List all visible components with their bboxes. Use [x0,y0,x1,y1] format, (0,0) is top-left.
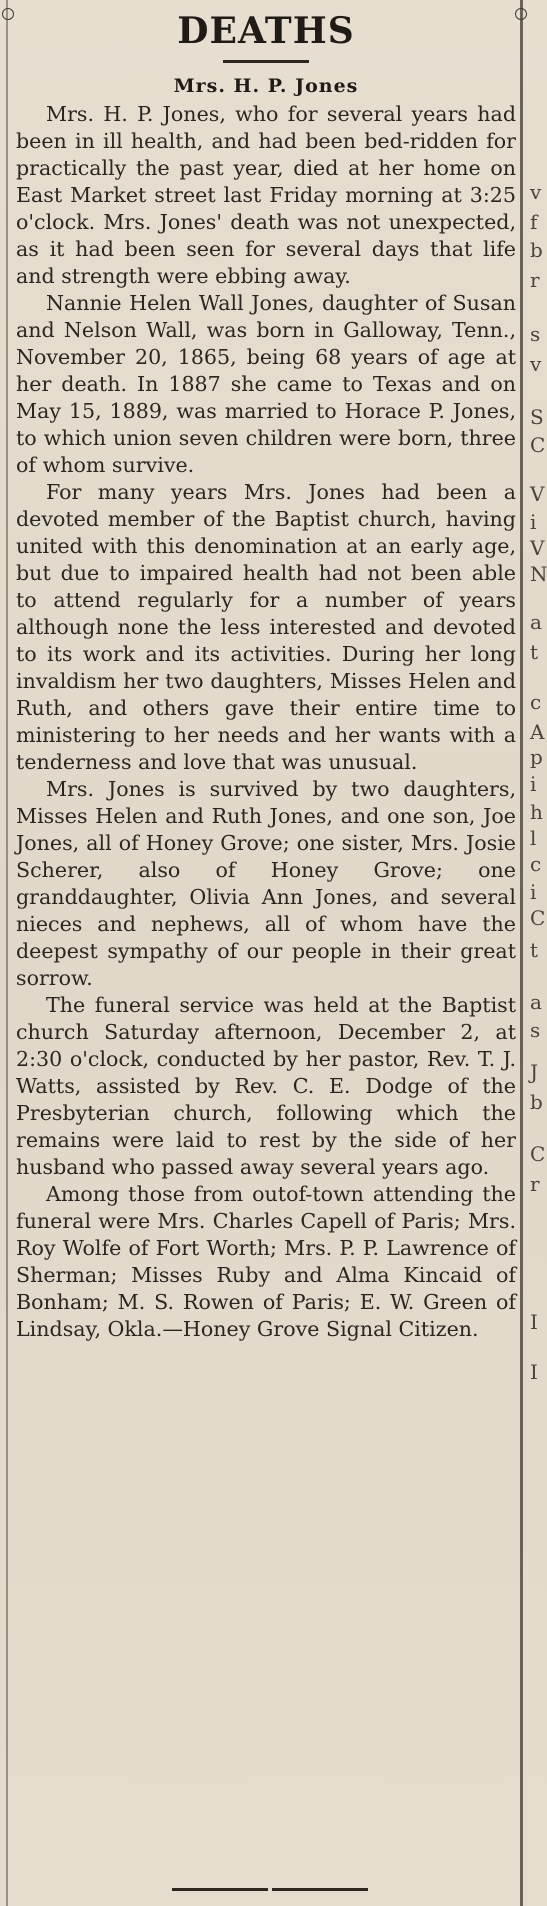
right-column-rule [520,0,523,1906]
column-fragment-letter: b [530,1090,543,1114]
headline-rule [223,60,309,63]
register-mark-icon [515,8,527,20]
column-fragment-letter: C [530,1142,546,1166]
column-fragment-letter: c [530,690,542,714]
column-fragment-letter: r [530,268,540,292]
paragraph: For many years Mrs. Jones had been a devoted member of the Baptist church, having united with this denomination at an early age, but due to impaired health had not been able to attend regularly for a number of years although none the less interested and devoted to its work and its activities. During her long invaldism her two daughters, Misses Helen and Ruth, and others gave their entire time to ministering to her needs and her wants with a tenderness and love that was unusual. [16,480,516,774]
obituary-article [16,8,516,1343]
column-fragment-letter: b [530,238,543,262]
paragraph: The funeral service was held at the Baptist church Saturday afternoon, December 2, at 2:30 o'clock, conducted by her pastor, Rev. T. J. Watts, assisted by Rev. C. E. Dodge of the Presbyterian church, following which the remains were laid to rest by the side of her husband who passed away several years ago. [16,993,516,1179]
paragraph: Nannie Helen Wall Jones, daughter of Susan and Nelson Wall, was born in Galloway, Tenn., November 20, 1865, being 68 years of age at her death. In 1887 she came to Texas and on May 15, 1889, was married to Horace P. Jones, to which union seven children were born, three of whom survive. [16,291,516,477]
column-fragment-letter: A [530,720,545,744]
register-mark-icon [2,8,14,20]
column-fragment-letter: i [530,772,537,796]
column-fragment-letter: a [530,610,542,634]
column-fragment-letter: s [530,1018,541,1042]
column-fragment-letter: V [530,536,545,560]
column-fragment-letter: s [530,322,541,346]
paragraph: Among those from outof-town attending the funeral were Mrs. Charles Capell of Paris; Mrs. Roy Wolfe of Fort Worth; Mrs. P. P. Lawrence of Sherman; Misses Ruby and Alma Kincaid of Bonham; M. S. Rowen of Paris; E. W. Green of Lindsay, Okla.—Honey Grove Signal Citizen. [16,1182,516,1341]
column-fragment-letter: p [530,745,543,769]
column-fragment-letter: C [530,906,546,930]
column-fragment-letter: v [530,352,542,376]
left-column-rule [6,0,8,1906]
paragraph: Mrs. Jones is survived by two daughters, Misses Helen and Ruth Jones, and one son, Joe Jones, all of Honey Grove; one sister, Mrs. Josie Scherer, also of Honey Grove; one granddaughter, Olivia Ann Jones, and several nieces and nephews, all of whom have the deepest sympathy of our people in their great sorrow. [16,777,516,990]
column-fragment-letter: a [530,990,542,1014]
column-fragment-letter: f [530,210,538,234]
adjacent-column-fragment [528,0,547,1906]
column-fragment-letter: c [530,852,542,876]
column-fragment-letter: t [530,938,539,962]
column-fragment-letter: i [530,510,537,534]
column-fragment-letter: S [530,405,544,429]
column-fragment-letter: h [530,800,543,824]
obituary-name: Mrs. H. P. Jones [173,75,359,97]
paragraph: Mrs. H. P. Jones, who for several years had been in ill health, and had been bed-ridden for practically the past year, died at her home on East Market street last Friday morning at 3:25 o'clock. Mrs. Jones' death was not unexpected, as it had been seen for several days that life and strength were ebbing away. [16,102,516,288]
column-fragment-letter: J [530,1060,539,1084]
column-fragment-letter: r [530,1172,540,1196]
column-fragment-letter: V [530,482,545,506]
column-fragment-letter: I [530,1360,538,1384]
column-fragment-letter: C [530,433,546,457]
column-fragment-letter: I [530,1310,538,1334]
column-fragment-letter: l [530,826,537,850]
column-fragment-letter: t [530,640,539,664]
section-headline: DEATHS [177,10,355,52]
column-fragment-letter: i [530,880,537,904]
article-body [16,101,516,1343]
column-fragment-letter: v [530,180,542,204]
column-fragment-letter: N [530,562,547,586]
